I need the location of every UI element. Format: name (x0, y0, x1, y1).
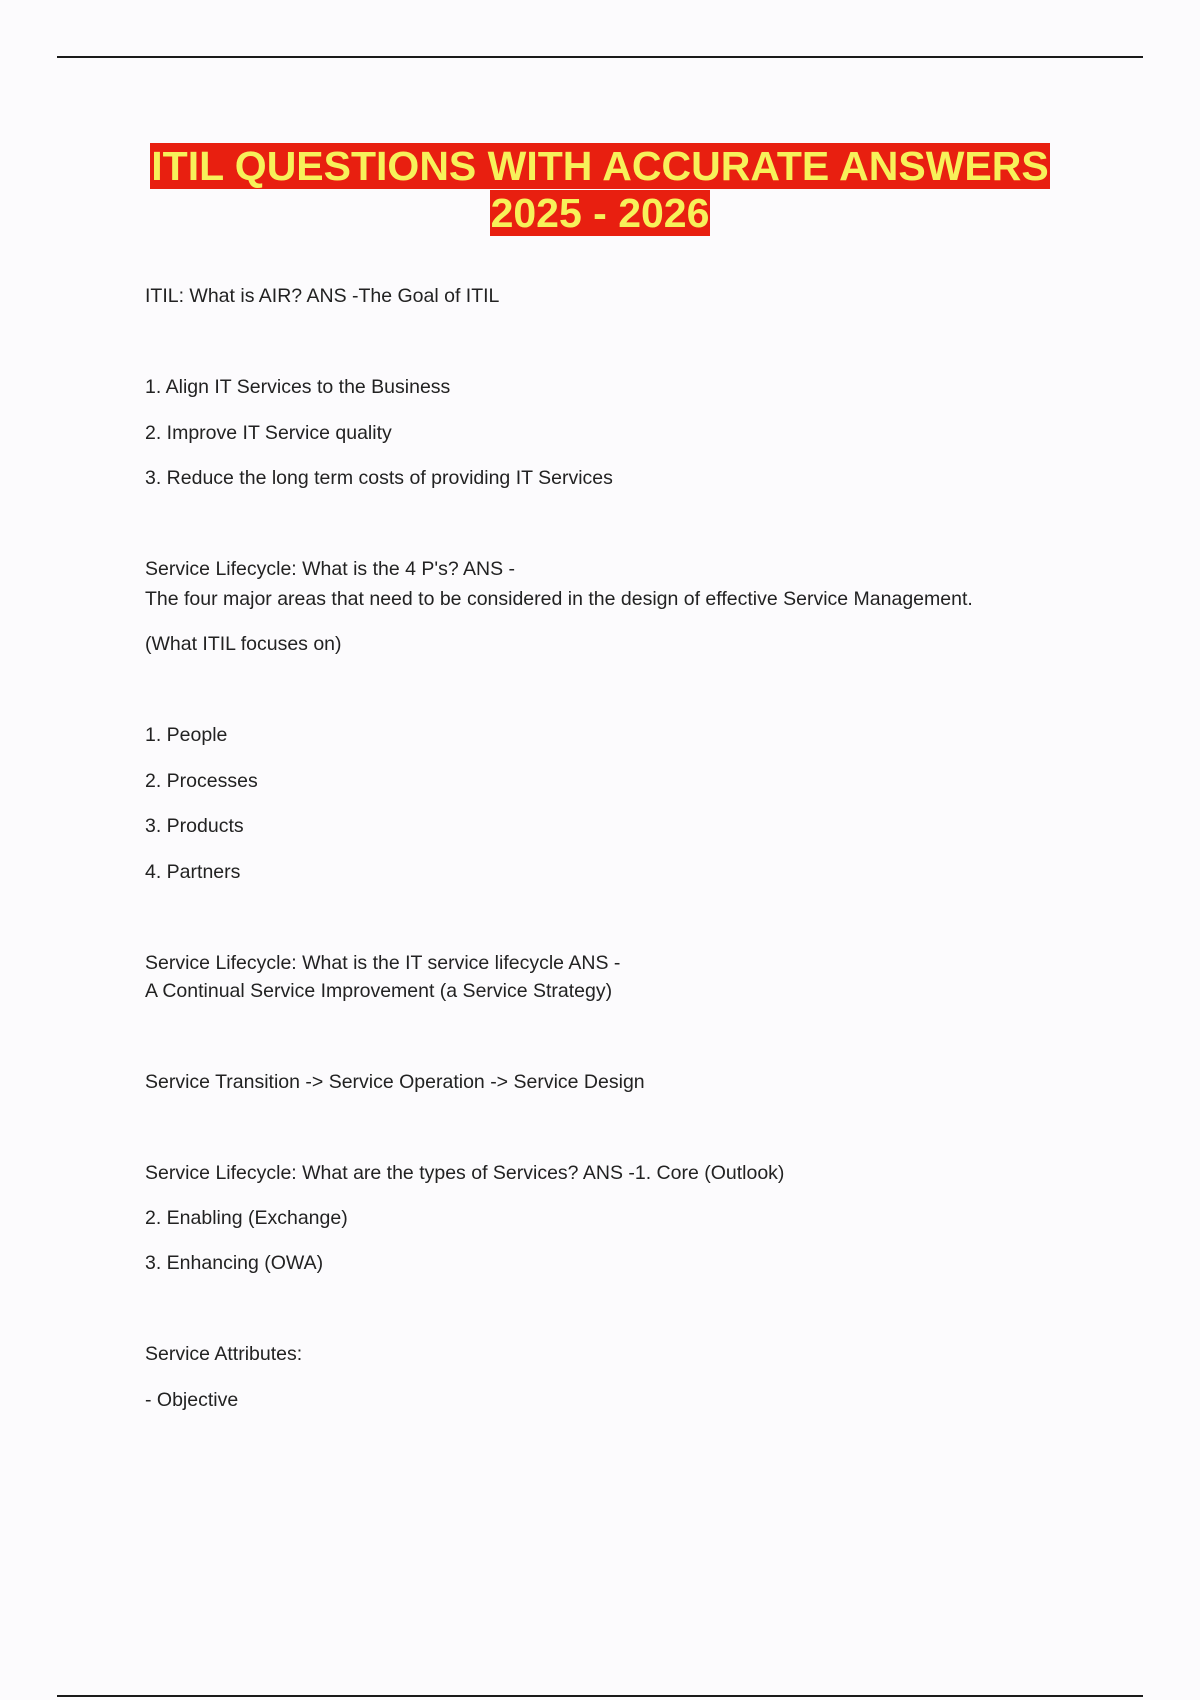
qa-line: Service Lifecycle: What is the 4 P's? ANS - (145, 558, 516, 580)
qa-line: 2. Enabling (Exchange) (145, 1207, 348, 1229)
qa-line: - Objective (145, 1389, 239, 1411)
qa-line: (What ITIL focuses on) (145, 633, 342, 655)
title-line-2: 2025 - 2026 (490, 190, 710, 236)
qa-line: Service Transition -> Service Operation -> Service Design (145, 1071, 645, 1093)
qa-line: 2. Processes (145, 770, 258, 792)
document-title (0, 143, 1200, 237)
qa-line: 3. Enhancing (OWA) (145, 1252, 324, 1274)
qa-line: 2. Improve IT Service quality (145, 422, 392, 444)
qa-line: ITIL: What is AIR? ANS -The Goal of ITIL (145, 285, 500, 307)
top-rule (57, 56, 1143, 58)
title-line-1: ITIL QUESTIONS WITH ACCURATE ANSWERS (151, 143, 1049, 189)
qa-line: Service Lifecycle: What is the IT service lifecycle ANS - (145, 952, 621, 974)
qa-line: 3. Reduce the long term costs of providing IT Services (145, 467, 613, 489)
qa-line: Service Attributes: (145, 1343, 303, 1365)
bottom-rule (57, 1695, 1143, 1697)
qa-line: 1. People (145, 724, 228, 746)
qa-line: The four major areas that need to be considered in the design of effective Service Management. (145, 588, 973, 610)
qa-line: 4. Partners (145, 861, 241, 883)
qa-line: Service Lifecycle: What are the types of Services? ANS -1. Core (Outlook) (145, 1162, 785, 1184)
qa-line: 3. Products (145, 815, 244, 837)
qa-line: 1. Align IT Services to the Business (145, 376, 451, 398)
qa-line: A Continual Service Improvement (a Service Strategy) (145, 980, 613, 1002)
